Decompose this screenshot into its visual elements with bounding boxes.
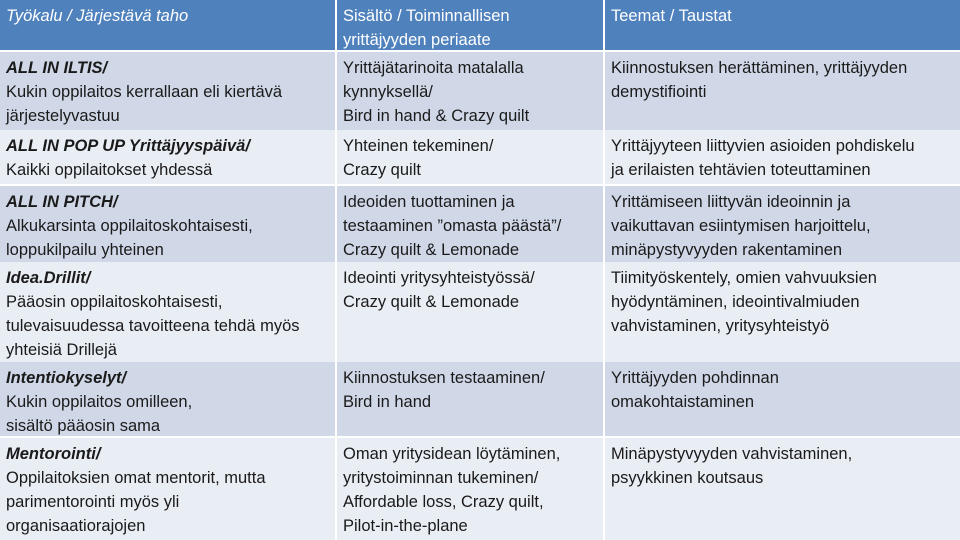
theme-cell bbox=[603, 130, 960, 184]
table-row bbox=[0, 438, 960, 540]
content-cell bbox=[335, 362, 603, 438]
theme-line: psyykkinen koutsaus bbox=[611, 469, 764, 487]
tool-line: parimentorointi myös yli bbox=[6, 493, 180, 511]
tool-line: tulevaisuudessa tavoitteena tehdä myös bbox=[6, 317, 300, 335]
tool-title: ALL IN POP UP Yrittäjyyspäivä/ bbox=[6, 137, 250, 155]
content-line: Ideointi yritysyhteistyössä/ bbox=[343, 269, 535, 287]
content-line: Crazy quilt bbox=[343, 161, 421, 179]
content-line: Oman yritysidean löytäminen, bbox=[343, 445, 561, 463]
content-line: Yrittäjätarinoita matalalla bbox=[343, 59, 524, 77]
tool-line: organisaatiorajojen bbox=[6, 517, 146, 535]
theme-line: demystifiointi bbox=[611, 83, 707, 101]
header-themes bbox=[603, 0, 960, 50]
content-line: Yhteinen tekeminen/ bbox=[343, 137, 494, 155]
tool-line: Oppilaitoksien omat mentorit, mutta bbox=[6, 469, 266, 487]
row-divider bbox=[0, 436, 960, 438]
header-content bbox=[335, 0, 603, 50]
content-cell bbox=[335, 186, 603, 262]
tool-line: Kukin oppilaitos omilleen, bbox=[6, 393, 193, 411]
content-cell bbox=[335, 438, 603, 540]
content-cell bbox=[335, 262, 603, 362]
tool-title: Mentorointi/ bbox=[6, 445, 101, 463]
theme-cell bbox=[603, 438, 960, 540]
theme-cell bbox=[603, 362, 960, 438]
content-line: yritystoiminnan tukeminen/ bbox=[343, 469, 539, 487]
table-row bbox=[0, 130, 960, 184]
content-line: Affordable loss, Crazy quilt, bbox=[343, 493, 544, 511]
content-line: kynnyksellä/ bbox=[343, 83, 433, 101]
tool-title: ALL IN PITCH/ bbox=[6, 193, 118, 211]
theme-line: ja erilaisten tehtävien toteuttaminen bbox=[611, 161, 871, 179]
content-cell bbox=[335, 52, 603, 130]
content-line: testaaminen ”omasta päästä”/ bbox=[343, 217, 562, 235]
tool-line: Pääosin oppilaitoskohtaisesti, bbox=[6, 293, 223, 311]
header-content-line: Sisältö / Toiminnallisen bbox=[343, 7, 510, 25]
header-themes-label: Teemat / Taustat bbox=[611, 7, 732, 25]
tool-title: Intentiokyselyt/ bbox=[6, 369, 127, 387]
theme-line: hyödyntäminen, ideointivalmiuden bbox=[611, 293, 860, 311]
tool-line: sisältö pääosin sama bbox=[6, 417, 161, 435]
theme-line: omakohtaistaminen bbox=[611, 393, 755, 411]
content-line: Kiinnostuksen testaaminen/ bbox=[343, 369, 545, 387]
tool-line: loppukilpailu yhteinen bbox=[6, 241, 164, 259]
tool-title: Idea.Drillit/ bbox=[6, 269, 91, 287]
content-line: Crazy quilt & Lemonade bbox=[343, 293, 520, 311]
table-row bbox=[0, 262, 960, 362]
tool-cell bbox=[0, 186, 335, 262]
tool-title: ALL IN ILTIS/ bbox=[6, 59, 108, 77]
table-header bbox=[0, 0, 960, 50]
content-line: Bird in hand & Crazy quilt bbox=[343, 107, 530, 125]
row-divider bbox=[0, 184, 960, 186]
theme-cell bbox=[603, 186, 960, 262]
table-row bbox=[0, 362, 960, 438]
content-line: Crazy quilt & Lemonade bbox=[343, 241, 520, 259]
tool-cell bbox=[0, 438, 335, 540]
theme-cell bbox=[603, 262, 960, 362]
theme-line: vaikuttavan esiintymisen harjoittelu, bbox=[611, 217, 871, 235]
tool-cell bbox=[0, 362, 335, 438]
theme-line: Yrittämiseen liittyvän ideoinnin ja bbox=[611, 193, 851, 211]
theme-line: Minäpystyvyyden vahvistaminen, bbox=[611, 445, 853, 463]
header-tool-label: Työkalu / Järjestävä taho bbox=[6, 7, 189, 25]
theme-line: Yrittäjyyden pohdinnan bbox=[611, 369, 779, 387]
table-row bbox=[0, 52, 960, 130]
theme-line: Kiinnostuksen herättäminen, yrittäjyyden bbox=[611, 59, 908, 77]
tool-line: Kaikki oppilaitokset yhdessä bbox=[6, 161, 213, 179]
theme-line: Tiimityöskentely, omien vahvuuksien bbox=[611, 269, 877, 287]
tool-line: Kukin oppilaitos kerrallaan eli kiertävä bbox=[6, 83, 283, 101]
tool-line: yhteisiä Drillejä bbox=[6, 341, 117, 359]
theme-cell bbox=[603, 52, 960, 130]
tool-cell bbox=[0, 130, 335, 184]
theme-line: Yrittäjyyteen liittyvien asioiden pohdiskelu bbox=[611, 137, 915, 155]
table-row bbox=[0, 186, 960, 262]
theme-line: vahvistaminen, yritysyhteistyö bbox=[611, 317, 830, 335]
tool-cell bbox=[0, 262, 335, 362]
tool-cell bbox=[0, 52, 335, 130]
tool-line: järjestelyvastuu bbox=[6, 107, 120, 125]
header-content-line: yrittäjyyden periaate bbox=[343, 31, 491, 49]
theme-line: minäpystyvyyden rakentaminen bbox=[611, 241, 843, 259]
row-divider bbox=[0, 50, 960, 52]
header-tool bbox=[0, 0, 335, 50]
tool-line: Alkukarsinta oppilaitoskohtaisesti, bbox=[6, 217, 253, 235]
content-line: Pilot-in-the-plane bbox=[343, 517, 468, 535]
content-line: Bird in hand bbox=[343, 393, 432, 411]
content-cell bbox=[335, 130, 603, 184]
content-line: Ideoiden tuottaminen ja bbox=[343, 193, 515, 211]
